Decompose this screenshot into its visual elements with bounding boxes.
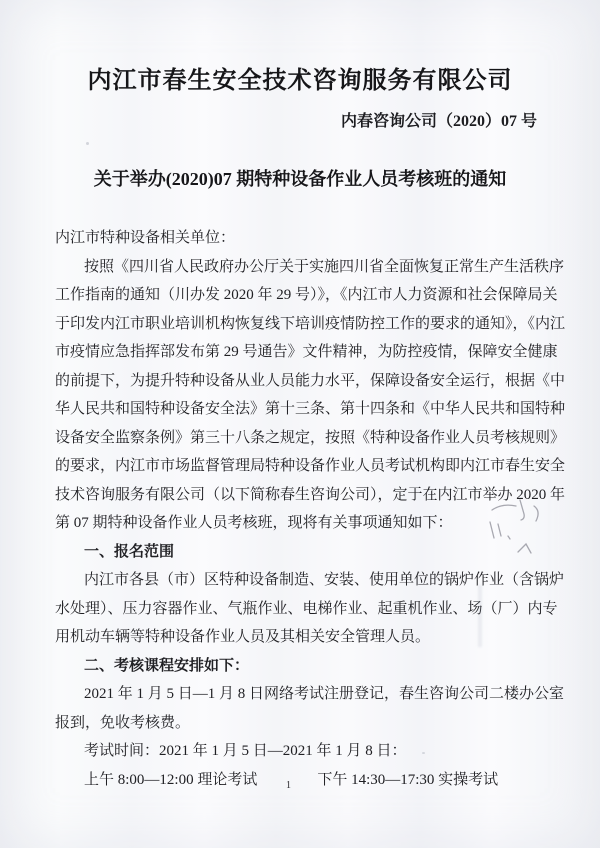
body-line: 于印发内江市职业培训机构恢复线下培训疫情防控工作的要求的通知》，《内江 (55, 315, 566, 332)
body-line: 工作指南的通知（川办发 2020 年 29 号）》，《内江市人力资源和社会保障局关 (55, 287, 558, 303)
body-line: 设备安全监察条例》第三十八条之规定，按照《特种设备作业人员考核规则》 (55, 429, 566, 446)
salutation: 内江市特种设备相关单位： (55, 230, 236, 246)
exam-time-line: 考试时间：2021 年 1 月 5 日—2021 年 1 月 8 日： (84, 743, 407, 759)
body-line: 按照《四川省人民政府办公厅关于实施四川省全面恢复正常生产生活秩序 (84, 258, 565, 275)
body-line: 报到，免收考核费。 (55, 714, 191, 731)
page-number: 1 (286, 780, 291, 791)
exam-afternoon-session: 下午 14:30—17:30 实操考试 (317, 771, 499, 788)
body-line: 第 07 期特种设备作业人员考核班，现将有关事项通知如下： (55, 515, 453, 531)
notice-title: 关于举办(2020)07 期特种设备作业人员考核班的通知 (93, 169, 507, 189)
scan-speck (86, 142, 89, 145)
body-line: 的要求，内江市市场监督管理局特种设备作业人员考试机构即内江市春生安全 (55, 458, 566, 474)
exam-morning-session: 上午 8:00—12:00 理论考试 (84, 771, 258, 788)
section-heading-enrollment: 一、报名范围 (84, 543, 175, 560)
doc-number: 内春咨询公司（2020）07 号 (340, 113, 537, 130)
handwritten-pencil-mark (478, 496, 578, 562)
company-title: 内江市春生安全技术咨询服务有限公司 (87, 68, 513, 94)
body-line: 市疫情应急指挥部发布第 29 号通告》文件精神，为防控疫情，保障安全健康 (55, 344, 558, 360)
exam-session-row (55, 766, 557, 795)
body-line: 内江市各县（市）区特种设备制造、安装、使用单位的锅炉作业（含锅炉 (84, 572, 565, 588)
body-line: 2021 年 1 月 5 日—1 月 8 日网络考试注册登记，春生咨询公司二楼办公室 (84, 686, 565, 702)
body-line: 华人民共和国特种设备安全法》第十三条、第十四条和《中华人民共和国特种 (55, 401, 566, 417)
scan-speck (422, 752, 425, 754)
body-line: 用机动车辆等特种设备作业人员及其相关安全管理人员。 (55, 629, 431, 645)
scan-smudge (478, 585, 482, 647)
section-heading-schedule: 二、考核课程安排如下： (84, 657, 250, 674)
body-line: 水处理）、压力容器作业、气瓶作业、电梯作业、起重机作业、场（厂）内专 (55, 600, 558, 617)
body-line: 技术咨询服务有限公司（以下简称春生咨询公司），定于在内江市举办 2020 年 (55, 486, 566, 503)
body-line: 的前提下，为提升特种设备从业人员能力水平，保障设备安全运行，根据《中 (55, 372, 566, 389)
